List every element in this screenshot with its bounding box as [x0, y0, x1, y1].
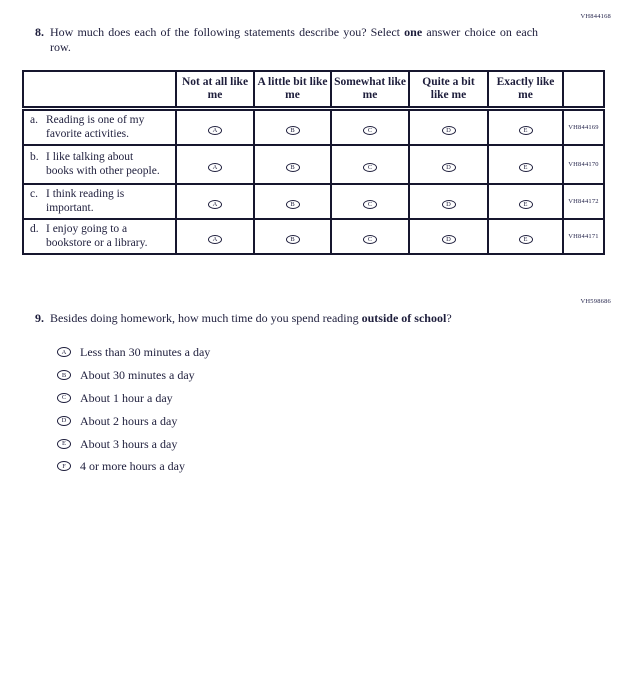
- answer-oval-a[interactable]: A: [208, 126, 222, 135]
- answer-oval-b[interactable]: B: [286, 126, 300, 135]
- q8-number: 8.: [35, 25, 44, 39]
- table-row-a: [23, 109, 604, 146]
- header-a-little-bit: A little bit like me: [254, 71, 331, 109]
- q8-prompt-part2: answer choice on each row.: [50, 25, 539, 54]
- q8-response-table: [22, 70, 605, 255]
- row-code: VH844170: [563, 145, 604, 184]
- q9-options-list: [57, 341, 210, 478]
- answer-oval-f[interactable]: F: [57, 461, 71, 471]
- row-code: VH844172: [563, 184, 604, 219]
- answer-oval-c[interactable]: C: [363, 235, 377, 244]
- answer-oval-c[interactable]: C: [363, 163, 377, 172]
- q8-prompt-part1: How much does each of the following statements describe you? Select: [50, 25, 400, 39]
- q9-prompt-bold: outside of school: [361, 311, 447, 325]
- answer-oval-b[interactable]: B: [286, 200, 300, 209]
- table-row-b: [23, 145, 604, 184]
- statement-a: [23, 109, 176, 146]
- answer-oval-a[interactable]: A: [208, 235, 222, 244]
- header-exactly-like: Exactly like me: [488, 71, 563, 109]
- row-code: VH844169: [563, 109, 604, 146]
- answer-oval-c[interactable]: C: [57, 393, 71, 403]
- answer-oval-d[interactable]: D: [442, 163, 456, 172]
- q9-option-c[interactable]: [57, 387, 210, 410]
- option-label: About 30 minutes a day: [80, 368, 195, 383]
- q9-number: 9.: [35, 311, 44, 325]
- q8-prompt: [50, 25, 538, 55]
- answer-oval-a[interactable]: A: [208, 163, 222, 172]
- header-somewhat: Somewhat like me: [331, 71, 409, 109]
- statement-d: [23, 219, 176, 254]
- q9-item-code: VH598686: [580, 298, 611, 305]
- q9-prompt: [50, 311, 595, 326]
- row-code: VH844171: [563, 219, 604, 254]
- statement-c: [23, 184, 176, 219]
- row-letter: d.: [30, 223, 39, 235]
- answer-oval-e[interactable]: E: [519, 163, 533, 172]
- q9-option-f[interactable]: [57, 455, 210, 478]
- row-statement: I think reading is important.: [46, 188, 125, 214]
- answer-oval-e[interactable]: E: [519, 126, 533, 135]
- answer-oval-d[interactable]: D: [442, 200, 456, 209]
- table-row-c: [23, 184, 604, 219]
- q9-option-a[interactable]: [57, 341, 210, 364]
- row-statement: Reading is one of my favorite activities.: [46, 114, 145, 140]
- row-statement: I like talking about books with other people.: [46, 151, 160, 177]
- option-label: Less than 30 minutes a day: [80, 345, 211, 360]
- header-code-cell: [563, 71, 604, 109]
- row-letter: b.: [30, 151, 39, 163]
- answer-oval-e[interactable]: E: [519, 200, 533, 209]
- answer-oval-c[interactable]: C: [363, 200, 377, 209]
- answer-oval-b[interactable]: B: [286, 163, 300, 172]
- answer-oval-a[interactable]: A: [57, 347, 71, 357]
- row-letter: a.: [30, 114, 38, 126]
- statement-b: [23, 145, 176, 184]
- header-empty-cell: [23, 71, 176, 109]
- header-not-at-all: Not at all like me: [176, 71, 254, 109]
- q9-option-b[interactable]: [57, 364, 210, 387]
- option-label: About 3 hours a day: [80, 436, 178, 451]
- q9-prompt-part2: ?: [446, 311, 452, 325]
- answer-oval-d[interactable]: D: [57, 416, 71, 426]
- q8-question: [35, 25, 540, 55]
- answer-oval-a[interactable]: A: [208, 200, 222, 209]
- header-quite-a-bit: Quite a bit like me: [409, 71, 488, 109]
- q9-option-d[interactable]: [57, 409, 210, 432]
- answer-oval-b[interactable]: B: [57, 370, 71, 380]
- answer-oval-c[interactable]: C: [363, 126, 377, 135]
- answer-oval-d[interactable]: D: [442, 235, 456, 244]
- answer-oval-e[interactable]: E: [57, 439, 71, 449]
- q9-question: [35, 311, 595, 326]
- row-letter: c.: [30, 188, 38, 200]
- answer-oval-b[interactable]: B: [286, 235, 300, 244]
- answer-oval-d[interactable]: D: [442, 126, 456, 135]
- row-statement: I enjoy going to a bookstore or a library.: [46, 223, 148, 249]
- q9-prompt-part1: Besides doing homework, how much time do you spend reading: [50, 311, 359, 325]
- option-label: About 1 hour a day: [80, 390, 173, 405]
- q9-option-e[interactable]: [57, 432, 210, 455]
- option-label: About 2 hours a day: [80, 413, 178, 428]
- q8-item-code: VH844168: [580, 13, 611, 20]
- q8-prompt-bold: one: [404, 25, 423, 39]
- table-row-d: [23, 219, 604, 254]
- option-label: 4 or more hours a day: [80, 459, 185, 474]
- table-header-row: [23, 71, 604, 109]
- answer-oval-e[interactable]: E: [519, 235, 533, 244]
